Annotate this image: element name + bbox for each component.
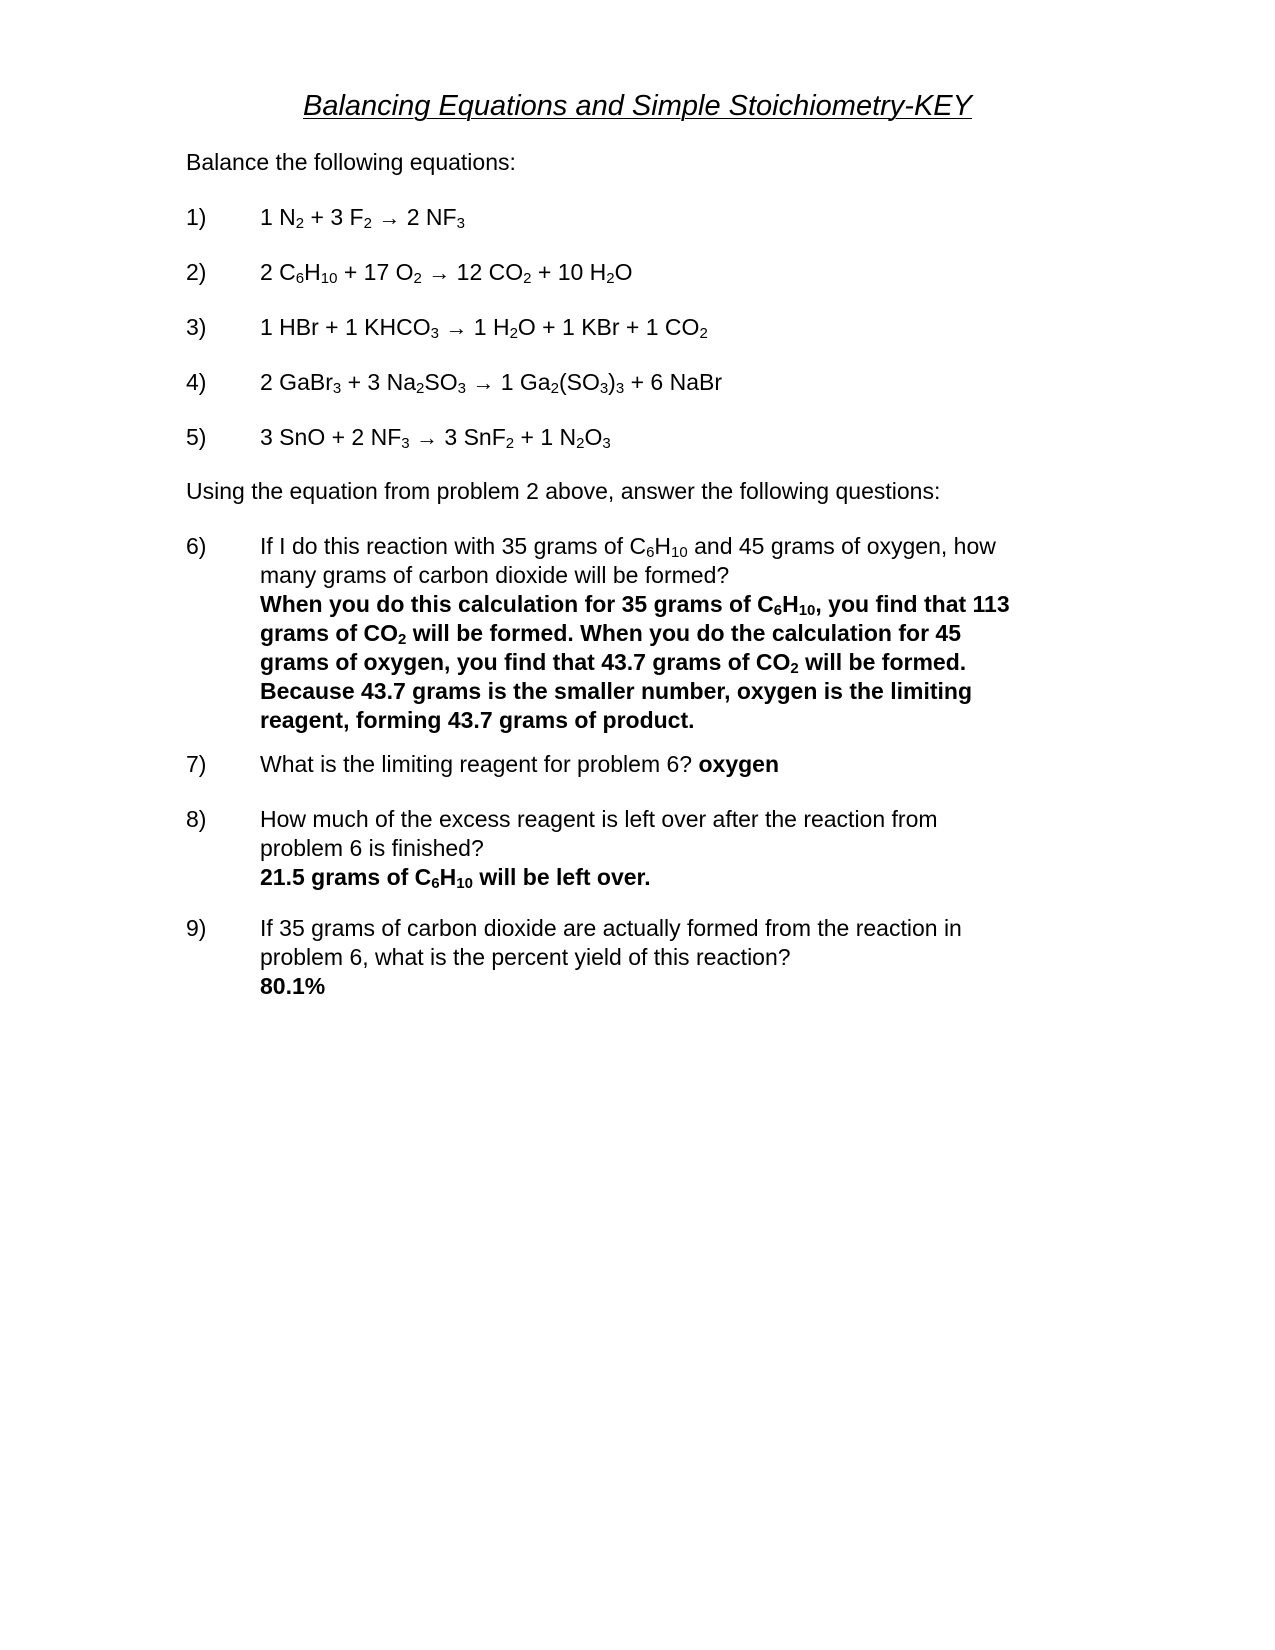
problem-number: 4) bbox=[186, 369, 207, 395]
problem-2 bbox=[186, 258, 1086, 287]
balance-instructions: Balance the following equations: bbox=[186, 149, 516, 175]
problem-8 bbox=[186, 805, 1086, 892]
answer-text: 80.1% bbox=[260, 973, 326, 999]
problem-number: 9) bbox=[186, 915, 207, 941]
problem-number: 1) bbox=[186, 204, 207, 230]
answer-text: oxygen bbox=[698, 751, 780, 777]
problem-9 bbox=[186, 914, 1086, 1001]
problem-1 bbox=[186, 203, 1086, 232]
problem-5 bbox=[186, 423, 1086, 452]
equation-2: 2 $C_6H_{10} + 17$ $O_2 \to 12$ $CO_2 + 10$ $H_2O$ bbox=[260, 259, 633, 287]
question-text: If I do this reaction with 35 grams of $C_6H_{10}$ and 45 grams of oxygen, how bbox=[260, 533, 996, 561]
answer-text: Because 43.7 grams is the smaller number, oxygen is the limiting bbox=[260, 678, 972, 704]
problem-7-body bbox=[260, 750, 1086, 779]
problem-number: 6) bbox=[186, 533, 207, 559]
problem-number: 8) bbox=[186, 806, 207, 832]
answer-text: grams of $CO_2$ will be formed. When you do the calculation for 45 bbox=[260, 620, 961, 648]
answer-text: 21.5 grams of $C_6H_{10}$ will be left over. bbox=[260, 864, 651, 892]
problem-9-body bbox=[260, 914, 1086, 1001]
equation-5: 3 SnO + 2 $NF_3 \to 3$ SnF$_2$ + 1 $N_2O_3$ bbox=[260, 424, 611, 452]
problem-8-body bbox=[260, 805, 1086, 892]
problem-6 bbox=[186, 532, 1086, 735]
problem-7 bbox=[186, 750, 1086, 779]
question-text: problem 6 is finished? bbox=[260, 835, 484, 861]
question-text: many grams of carbon dioxide will be formed? bbox=[260, 562, 730, 588]
problem-6-body bbox=[260, 532, 1086, 735]
problem-number: 5) bbox=[186, 424, 207, 450]
page-title: Balancing Equations and Simple Stoichiometry-KEY bbox=[303, 90, 972, 122]
equation-1: 1 $N_2 + 3$ $F_2 \to 2$ $NF_3$ bbox=[260, 204, 465, 232]
equation-3: 1 HBr + 1 $KHCO_3 \to 1$ $H_2O + 1$ KBr + 1 $CO_2$ bbox=[260, 314, 708, 342]
answer-text: grams of oxygen, you find that 43.7 grams of $CO_2$ will be formed. bbox=[260, 649, 967, 677]
question-text: If 35 grams of carbon dioxide are actually formed from the reaction in bbox=[260, 915, 962, 941]
answer-text: reagent, forming 43.7 grams of product. bbox=[260, 707, 695, 733]
problem-3 bbox=[186, 313, 1086, 342]
equation-4: 2 GaBr$_3$ + 3 $Na_2SO_3 \to 1$ $Ga_2(SO_3)_3 + 6$ NaBr bbox=[260, 369, 722, 397]
answer-text: When you do this calculation for 35 grams of $C_6H_{10}$, you find that 113 bbox=[260, 591, 1010, 619]
problem-number: 7) bbox=[186, 751, 207, 777]
question-text: How much of the excess reagent is left over after the reaction from bbox=[260, 806, 938, 832]
question-text: problem 6, what is the percent yield of this reaction? bbox=[260, 944, 791, 970]
question-text: What is the limiting reagent for problem 6? bbox=[260, 751, 693, 777]
problem-number: 3) bbox=[186, 314, 207, 340]
problem-4 bbox=[186, 368, 1086, 397]
problem-number: 2) bbox=[186, 259, 207, 285]
questions-instructions: Using the equation from problem 2 above, answer the following questions: bbox=[186, 478, 941, 504]
